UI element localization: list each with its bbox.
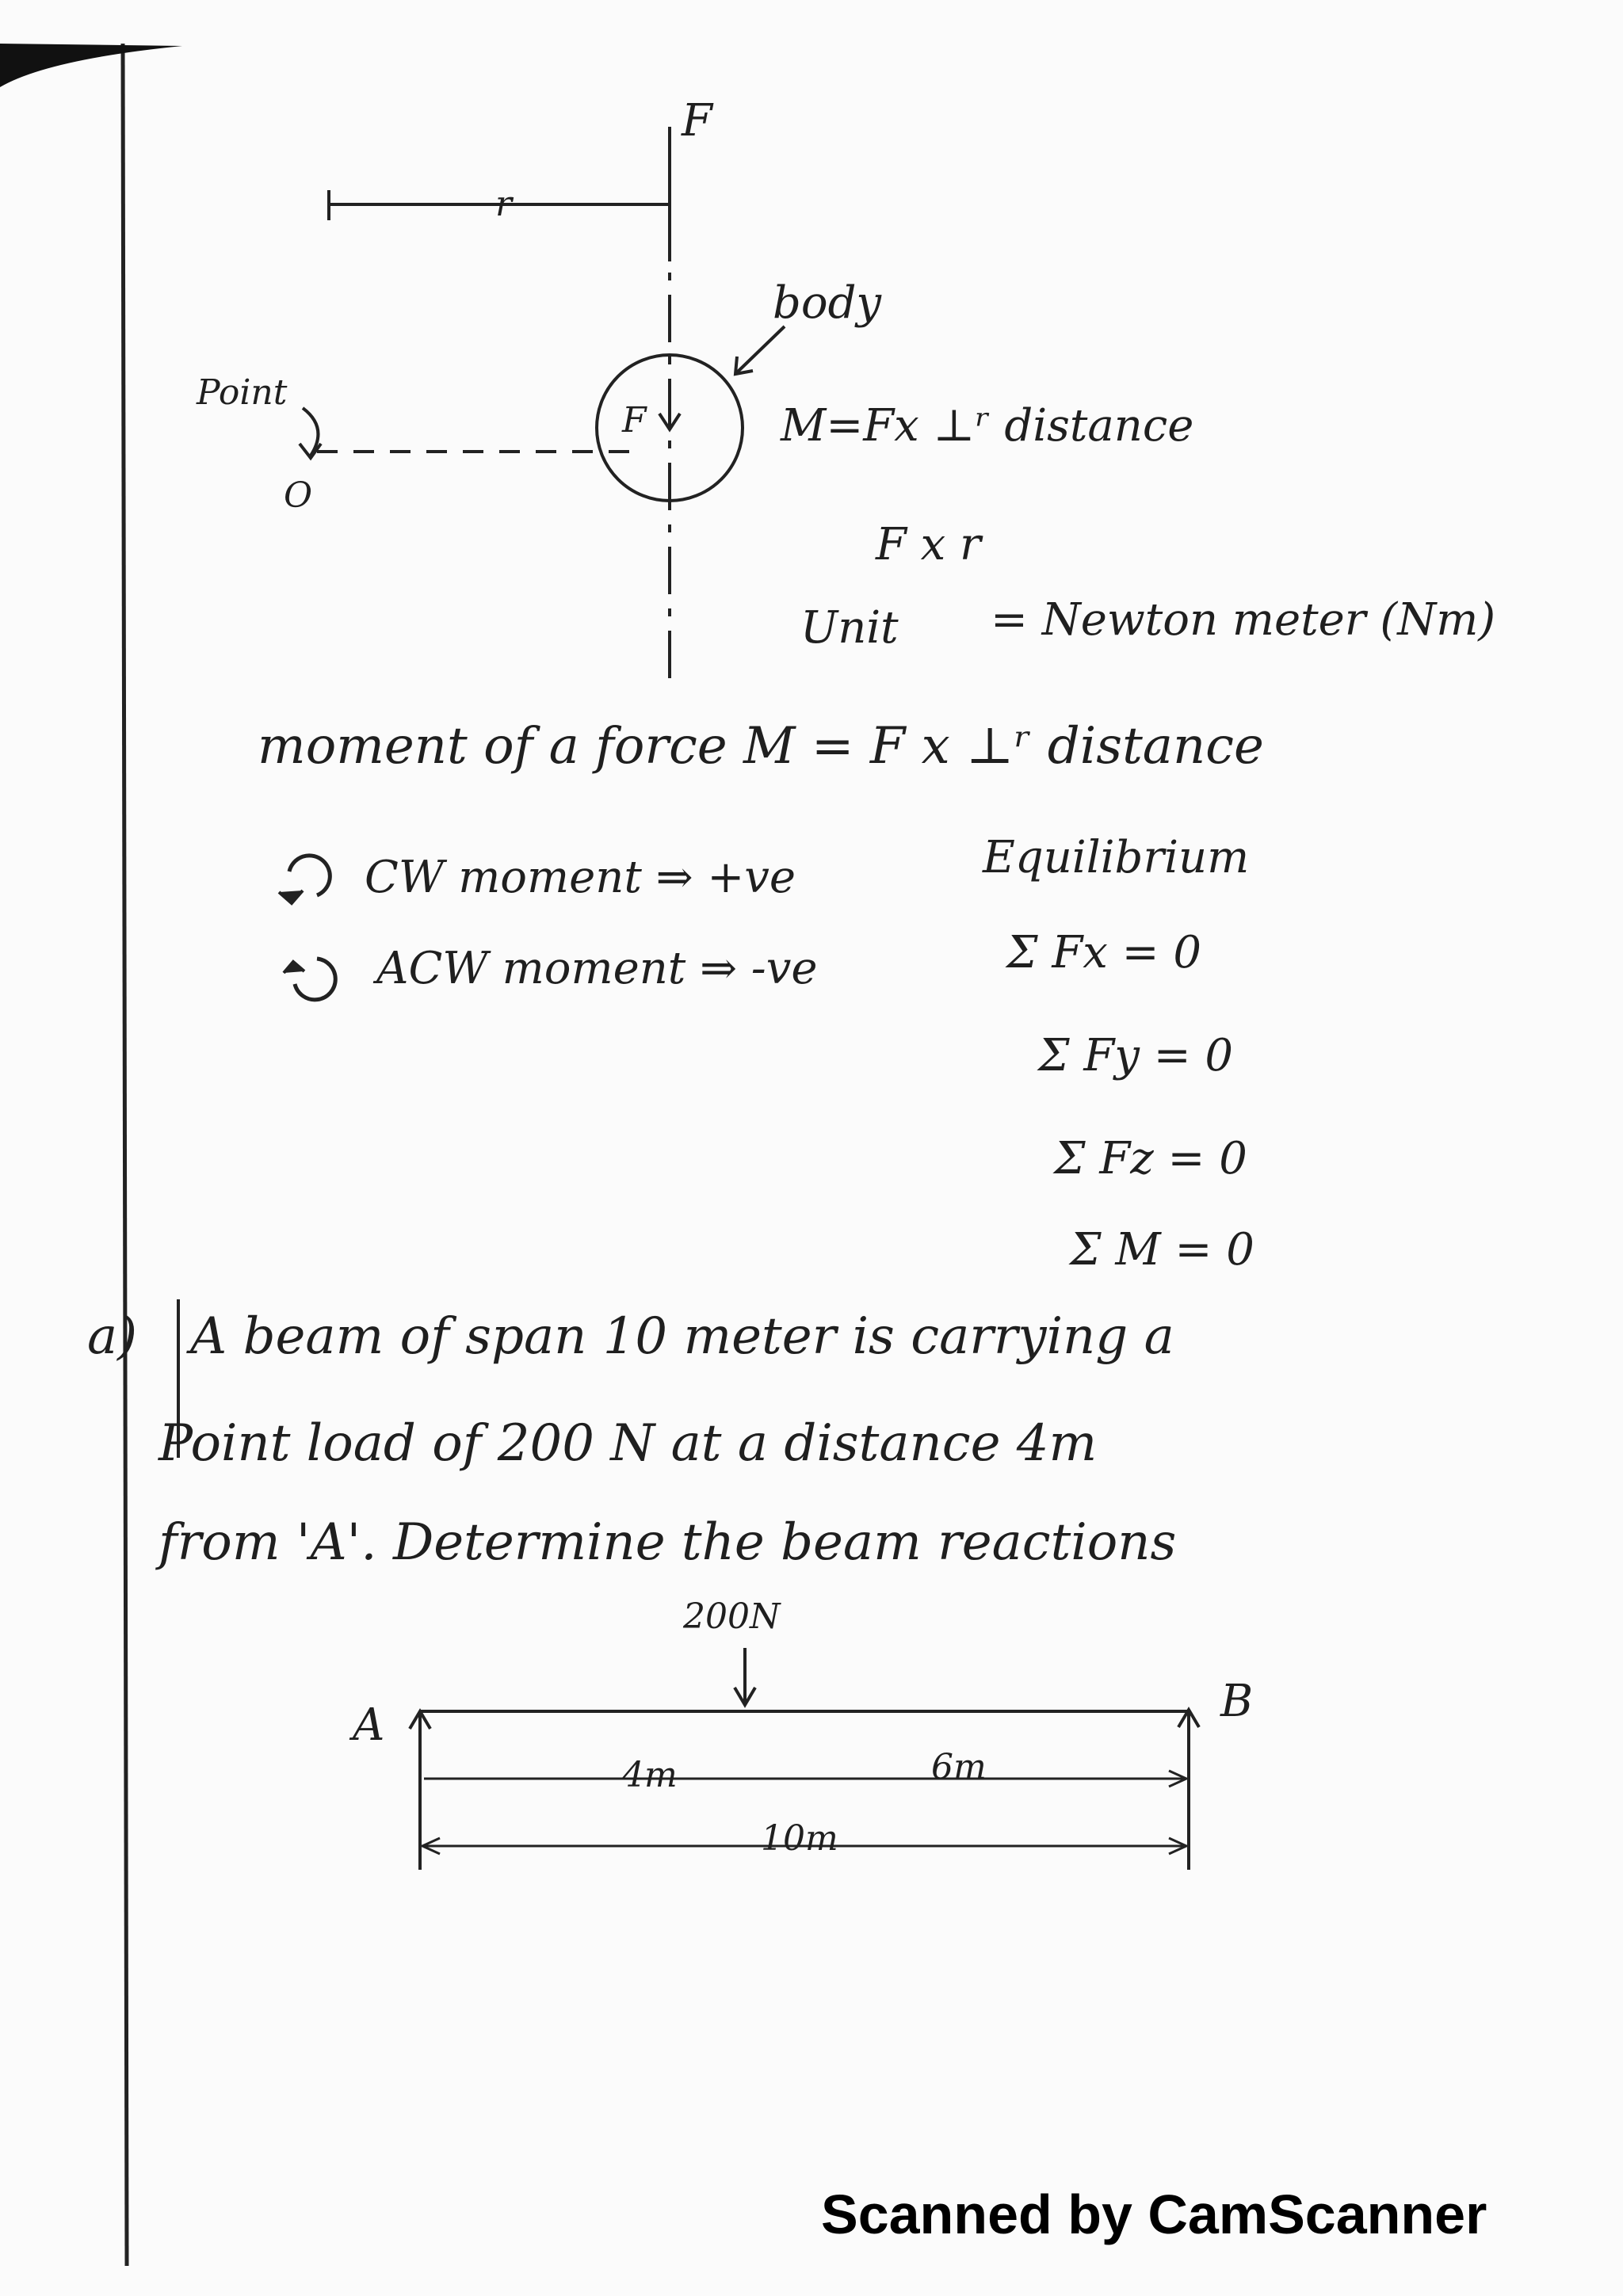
margin-line: [123, 44, 127, 2266]
acw-symbol-icon: [295, 959, 335, 1000]
inside-body-label: F: [622, 400, 647, 441]
acw-arrowhead: [284, 962, 304, 973]
unit-value: = Newton meter (Nm): [991, 594, 1496, 646]
support-a-label: A: [353, 1699, 385, 1751]
equation-sum-fz: Σ Fz = 0: [1054, 1133, 1247, 1184]
equation-sum-m: Σ M = 0: [1070, 1224, 1254, 1276]
point-label: Point: [197, 372, 288, 413]
moment-definition: moment of a force M = F x ⊥ʳ distance: [258, 717, 1264, 776]
question-number: a): [87, 1307, 138, 1366]
body-pointer-arrow: [737, 326, 785, 372]
question-line-1: A beam of span 10 meter is carrying a: [190, 1307, 1174, 1366]
dim-label-6m: 6m: [931, 1747, 987, 1787]
force-label-f: F: [682, 95, 712, 147]
cw-arrowhead: [279, 891, 303, 903]
unit-label: Unit: [800, 602, 899, 654]
question-line-2: Point load of 200 N at a distance 4m: [158, 1414, 1098, 1473]
scanner-watermark: Scanned by CamScanner: [821, 2183, 1487, 2245]
dim-label-10m: 10m: [761, 1818, 838, 1859]
body-label: body: [773, 277, 882, 329]
scan-corner: [0, 44, 182, 87]
point-pointer-head: [300, 444, 321, 458]
o-label: O: [284, 475, 313, 516]
dim-label-4m: 4m: [622, 1755, 678, 1795]
question-line-3: from 'A'. Determine the beam reactions: [158, 1513, 1177, 1572]
support-b-label: B: [1220, 1676, 1254, 1727]
cw-moment-line: CW moment ⇒ +ve: [365, 852, 796, 903]
moment-formula-fr: F x r: [876, 519, 981, 570]
load-label: 200N: [683, 1596, 781, 1637]
acw-moment-line: ACW moment ⇒ -ve: [376, 943, 818, 994]
equation-sum-fx: Σ Fx = 0: [1006, 927, 1201, 978]
equation-sum-fy: Σ Fy = 0: [1038, 1030, 1234, 1081]
cw-symbol-icon: [289, 856, 330, 895]
r-label: r: [495, 184, 513, 224]
moment-formula: M=Fx ⊥ʳ distance: [781, 400, 1194, 452]
equilibrium-title: Equilibrium: [983, 832, 1250, 883]
